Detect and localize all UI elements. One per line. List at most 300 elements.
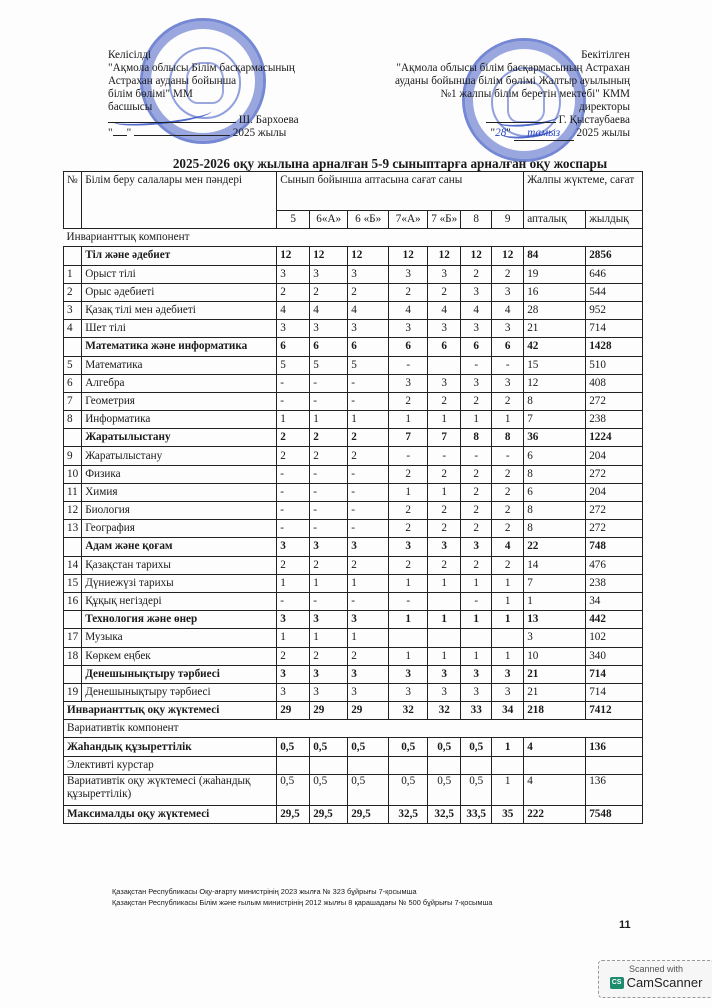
class-hours-cell: 29: [277, 702, 310, 720]
approval-right-date: 2025 жылы: [576, 127, 630, 139]
subject-row: [64, 683, 643, 701]
class-hours-cell: 2: [428, 502, 461, 520]
footnote: Қазақстан Республикасы Оқу-ағарту министрінің 2023 жылға № 323 бұйрығы 7-қосымша: [112, 887, 417, 896]
class-hours-cell: [428, 629, 461, 647]
class-hours-cell: 3: [461, 683, 492, 701]
yearly-total-cell: 204: [586, 483, 643, 501]
class-hours-cell: -: [310, 392, 348, 410]
class-hours-cell: 2: [492, 483, 524, 501]
class-hours-cell: -: [348, 392, 389, 410]
class-hours-cell: -: [310, 465, 348, 483]
empty-cell: [524, 756, 586, 774]
class-hours-cell: 29: [310, 702, 348, 720]
class-hours-cell: -: [277, 392, 310, 410]
row-label: Максималды оқу жүктемесі: [64, 805, 277, 823]
col-header-class-5: 5: [277, 211, 310, 229]
approval-right-month: тамыз: [514, 127, 574, 141]
class-hours-cell: 2: [389, 556, 428, 574]
class-hours-cell: 1: [461, 574, 492, 592]
empty-cell: [348, 756, 389, 774]
class-hours-cell: 34: [492, 702, 524, 720]
subject-name: Қазақ тілі мен әдебиеті: [82, 301, 277, 319]
class-hours-cell: 0,5: [389, 774, 428, 805]
class-hours-cell: 3: [277, 265, 310, 283]
class-hours-cell: -: [461, 447, 492, 465]
weekly-total-cell: 6: [524, 483, 586, 501]
class-hours-cell: 2: [428, 392, 461, 410]
yearly-total-cell: 272: [586, 465, 643, 483]
class-hours-cell: 2: [461, 520, 492, 538]
approval-right-day: 28: [495, 127, 507, 139]
yearly-total-cell: 510: [586, 356, 643, 374]
subject-row: [64, 411, 643, 429]
invariant-total-row: [64, 702, 643, 720]
class-hours-cell: -: [277, 465, 310, 483]
class-hours-cell: 12: [428, 247, 461, 265]
max-total-row: [64, 805, 643, 823]
class-hours-cell: 3: [428, 265, 461, 283]
subject-name: Тіл және әдебиет: [82, 247, 277, 265]
class-hours-cell: 4: [428, 301, 461, 319]
subject-name: География: [82, 520, 277, 538]
class-hours-cell: 3: [277, 683, 310, 701]
variative-section-row: [64, 720, 643, 738]
weekly-total-cell: 4: [524, 738, 586, 756]
subject-row: [64, 356, 643, 374]
subject-group-row: [64, 611, 643, 629]
class-hours-cell: 0,5: [461, 774, 492, 805]
class-hours-cell: 6: [461, 338, 492, 356]
class-hours-cell: -: [348, 374, 389, 392]
class-hours-cell: -: [348, 520, 389, 538]
weekly-total-cell: 21: [524, 683, 586, 701]
class-hours-cell: 2: [348, 647, 389, 665]
yearly-total-cell: 1224: [586, 429, 643, 447]
class-hours-cell: -: [389, 356, 428, 374]
day-blank: [113, 135, 127, 136]
class-hours-cell: 32: [428, 702, 461, 720]
subject-row: [64, 374, 643, 392]
class-hours-cell: 0,5: [428, 774, 461, 805]
class-hours-cell: 12: [310, 247, 348, 265]
class-hours-cell: 3: [428, 683, 461, 701]
approval-left-line: білім бөлімі" ММ: [108, 88, 193, 100]
empty-cell: [389, 756, 428, 774]
col-header-subjects: Білім беру салалары мен пәндері: [82, 172, 277, 229]
class-hours-cell: 1: [348, 629, 389, 647]
class-hours-cell: 6: [389, 338, 428, 356]
subject-row: [64, 502, 643, 520]
class-hours-cell: 1: [461, 647, 492, 665]
subject-row: [64, 629, 643, 647]
approval-left-date: 2025 жылы: [232, 127, 287, 139]
empty-cell: [310, 756, 348, 774]
yearly-total-cell: 748: [586, 538, 643, 556]
col-header-class-7b: 7 «Б»: [428, 211, 461, 229]
row-number: 7: [64, 392, 82, 410]
class-hours-cell: 3: [389, 374, 428, 392]
subject-row: [64, 465, 643, 483]
class-hours-cell: 32,5: [428, 805, 461, 823]
col-header-number: №: [64, 172, 82, 229]
col-header-class-6a: 6«А»: [310, 211, 348, 229]
weekly-total-cell: 4: [524, 774, 586, 805]
yearly-total-cell: 7548: [586, 805, 643, 823]
row-number: 15: [64, 574, 82, 592]
weekly-total-cell: 7: [524, 574, 586, 592]
weekly-total-cell: 3: [524, 629, 586, 647]
watermark-brand: CamScanner: [626, 975, 703, 990]
class-hours-cell: 2: [310, 429, 348, 447]
class-hours-cell: 3: [492, 320, 524, 338]
class-hours-cell: 1: [428, 483, 461, 501]
class-hours-cell: 2: [492, 556, 524, 574]
approval-right-line: директоры: [579, 101, 630, 113]
yearly-total-cell: 238: [586, 574, 643, 592]
camscanner-watermark: [598, 960, 712, 998]
subject-name: Математика және информатика: [82, 338, 277, 356]
class-hours-cell: 32: [389, 702, 428, 720]
class-hours-cell: -: [310, 374, 348, 392]
class-hours-cell: 6: [492, 338, 524, 356]
subject-name: Математика: [82, 356, 277, 374]
yearly-total-cell: 340: [586, 647, 643, 665]
empty-cell: [586, 756, 643, 774]
col-header-class-8: 8: [461, 211, 492, 229]
yearly-total-cell: 34: [586, 592, 643, 610]
weekly-total-cell: 8: [524, 502, 586, 520]
class-hours-cell: -: [348, 502, 389, 520]
class-hours-cell: 33,5: [461, 805, 492, 823]
approval-right-line: Бекітілген: [581, 49, 630, 61]
col-header-weekly: апталық: [524, 211, 586, 229]
row-number: [64, 611, 82, 629]
class-hours-cell: 1: [428, 647, 461, 665]
class-hours-cell: 2: [492, 465, 524, 483]
subject-name: Химия: [82, 483, 277, 501]
approval-right-line: "Ақмола облысы білім басқармасының Астрахан: [396, 62, 630, 74]
class-hours-cell: 3: [389, 265, 428, 283]
class-hours-cell: 1: [277, 629, 310, 647]
class-hours-cell: 5: [348, 356, 389, 374]
class-hours-cell: 1: [310, 411, 348, 429]
subject-name: Жаратылыстану: [82, 447, 277, 465]
footnotes: [112, 886, 493, 908]
row-number: 12: [64, 502, 82, 520]
subject-name: Физика: [82, 465, 277, 483]
class-hours-cell: 4: [277, 301, 310, 319]
weekly-total-cell: 36: [524, 429, 586, 447]
row-number: 11: [64, 483, 82, 501]
class-hours-cell: -: [277, 520, 310, 538]
row-label: Инварианттық оқу жүктемесі: [64, 702, 277, 720]
class-hours-cell: 2: [348, 556, 389, 574]
class-hours-cell: 2: [492, 392, 524, 410]
class-hours-cell: 1: [461, 611, 492, 629]
subject-name: Информатика: [82, 411, 277, 429]
class-hours-cell: 3: [277, 320, 310, 338]
row-number: 1: [64, 265, 82, 283]
col-header-weekly-by-class: Сынып бойынша аптасына сағат саны: [277, 172, 524, 211]
subject-name: Жаратылыстану: [82, 429, 277, 447]
class-hours-cell: 4: [492, 301, 524, 319]
approval-block-right: [380, 49, 630, 141]
class-hours-cell: 2: [348, 429, 389, 447]
class-hours-cell: 2: [428, 465, 461, 483]
class-hours-cell: -: [277, 374, 310, 392]
subject-row: [64, 520, 643, 538]
class-hours-cell: 32,5: [389, 805, 428, 823]
class-hours-cell: 29: [348, 702, 389, 720]
subject-group-row: [64, 247, 643, 265]
class-hours-cell: 3: [461, 320, 492, 338]
class-hours-cell: 2: [389, 520, 428, 538]
weekly-total-cell: 21: [524, 320, 586, 338]
approval-left-signer: Ш. Бархоева: [238, 114, 299, 126]
class-hours-cell: -: [310, 520, 348, 538]
class-hours-cell: 3: [389, 538, 428, 556]
class-hours-cell: 2: [348, 447, 389, 465]
row-number: 5: [64, 356, 82, 374]
weekly-total-cell: 8: [524, 465, 586, 483]
subject-row: [64, 320, 643, 338]
invariant-section-label: Инварианттық компонент: [64, 229, 524, 247]
class-hours-cell: 5: [310, 356, 348, 374]
class-hours-cell: 2: [428, 520, 461, 538]
yearly-total-cell: 272: [586, 502, 643, 520]
row-number: 6: [64, 374, 82, 392]
class-hours-cell: 6: [310, 338, 348, 356]
class-hours-cell: [428, 356, 461, 374]
approval-left-line: Астрахан ауданы бойынша: [108, 75, 237, 87]
row-number: 10: [64, 465, 82, 483]
class-hours-cell: -: [277, 592, 310, 610]
class-hours-cell: 1: [428, 411, 461, 429]
class-hours-cell: 3: [310, 538, 348, 556]
class-hours-cell: 3: [461, 665, 492, 683]
approval-left-line: басшысы: [108, 101, 153, 113]
class-hours-cell: 7: [389, 429, 428, 447]
subject-name: Адам және қоғам: [82, 538, 277, 556]
class-hours-cell: 2: [492, 265, 524, 283]
class-hours-cell: 3: [461, 538, 492, 556]
quote-mark: ": [490, 127, 496, 139]
class-hours-cell: 2: [461, 556, 492, 574]
row-number: 13: [64, 520, 82, 538]
class-hours-cell: -: [461, 592, 492, 610]
subject-name: Құқық негіздері: [82, 592, 277, 610]
class-hours-cell: [428, 592, 461, 610]
class-hours-cell: 29,5: [310, 805, 348, 823]
weekly-total-cell: 42: [524, 338, 586, 356]
subject-row: [64, 556, 643, 574]
class-hours-cell: 2: [389, 465, 428, 483]
document-title: 2025-2026 оқу жылына арналған 5-9 сыныптарға арналған оқу жоспары: [172, 156, 608, 171]
class-hours-cell: -: [310, 592, 348, 610]
class-hours-cell: 1: [428, 574, 461, 592]
global-competence-row: [64, 738, 643, 756]
class-hours-cell: 2: [461, 502, 492, 520]
class-hours-cell: 1: [389, 411, 428, 429]
class-hours-cell: 1: [277, 411, 310, 429]
approval-block-left: [108, 49, 338, 140]
class-hours-cell: 12: [389, 247, 428, 265]
class-hours-cell: 1: [492, 738, 524, 756]
row-number: [64, 665, 82, 683]
class-hours-cell: 1: [277, 574, 310, 592]
class-hours-cell: 2: [310, 283, 348, 301]
class-hours-cell: 1: [389, 611, 428, 629]
class-hours-cell: 2: [389, 392, 428, 410]
weekly-total-cell: 8: [524, 520, 586, 538]
weekly-total-cell: 21: [524, 665, 586, 683]
class-hours-cell: 3: [348, 320, 389, 338]
invariant-section-row: [64, 229, 643, 247]
month-blank: [134, 135, 230, 136]
header-row-1: [64, 172, 643, 211]
subject-name: Дүниежүзі тарихы: [82, 574, 277, 592]
col-header-yearly: жылдық: [586, 211, 643, 229]
row-number: 16: [64, 592, 82, 610]
class-hours-cell: 6: [348, 338, 389, 356]
col-header-class-9: 9: [492, 211, 524, 229]
class-hours-cell: 2: [428, 556, 461, 574]
col-header-class-7a: 7«А»: [389, 211, 428, 229]
col-header-total-load: Жалпы жүктеме, сағат: [524, 172, 643, 211]
class-hours-cell: 2: [461, 483, 492, 501]
row-number: 17: [64, 629, 82, 647]
yearly-total-cell: 476: [586, 556, 643, 574]
class-hours-cell: 6: [277, 338, 310, 356]
class-hours-cell: 3: [277, 611, 310, 629]
yearly-total-cell: 952: [586, 301, 643, 319]
row-number: [64, 338, 82, 356]
class-hours-cell: -: [277, 483, 310, 501]
class-hours-cell: [461, 629, 492, 647]
class-hours-cell: 4: [461, 301, 492, 319]
class-hours-cell: -: [492, 447, 524, 465]
elective-courses-row: [64, 756, 643, 774]
class-hours-cell: [492, 629, 524, 647]
quote-mark: ": [108, 127, 113, 139]
yearly-total-cell: 272: [586, 520, 643, 538]
subject-name: Қазақстан тарихы: [82, 556, 277, 574]
row-number: [64, 538, 82, 556]
subject-row: [64, 392, 643, 410]
weekly-total-cell: 84: [524, 247, 586, 265]
weekly-total-cell: 1: [524, 592, 586, 610]
subject-row: [64, 574, 643, 592]
camscanner-logo-icon: CS: [610, 977, 624, 989]
class-hours-cell: 8: [492, 429, 524, 447]
subject-name: Денешынықтыру тәрбиесі: [82, 683, 277, 701]
subject-group-row: [64, 665, 643, 683]
subject-name: Биология: [82, 502, 277, 520]
weekly-total-cell: 6: [524, 447, 586, 465]
variative-total-row: [64, 774, 643, 805]
approval-left-line: Келісілді: [108, 49, 152, 61]
weekly-total-cell: 218: [524, 702, 586, 720]
class-hours-cell: 35: [492, 805, 524, 823]
weekly-total-cell: 19: [524, 265, 586, 283]
class-hours-cell: 6: [428, 338, 461, 356]
subject-row: [64, 592, 643, 610]
class-hours-cell: 1: [492, 411, 524, 429]
class-hours-cell: 3: [492, 283, 524, 301]
approval-right-line: ауданы бойынша білім бөлімі Жалтыр ауылының: [394, 75, 630, 87]
section-label: Элективті курстар: [64, 756, 277, 774]
class-hours-cell: 3: [428, 374, 461, 392]
class-hours-cell: 2: [277, 283, 310, 301]
class-hours-cell: 7: [428, 429, 461, 447]
signature-line: [486, 122, 556, 123]
class-hours-cell: 3: [492, 374, 524, 392]
class-hours-cell: 3: [389, 665, 428, 683]
class-hours-cell: 1: [310, 629, 348, 647]
class-hours-cell: 12: [492, 247, 524, 265]
yearly-total-cell: 544: [586, 283, 643, 301]
class-hours-cell: 4: [492, 538, 524, 556]
class-hours-cell: 2: [492, 520, 524, 538]
row-number: 8: [64, 411, 82, 429]
class-hours-cell: 1: [492, 647, 524, 665]
class-hours-cell: 3: [389, 683, 428, 701]
class-hours-cell: 3: [348, 611, 389, 629]
page-number: 11: [619, 919, 631, 931]
subject-name: Көркем еңбек: [82, 647, 277, 665]
class-hours-cell: 1: [428, 611, 461, 629]
class-hours-cell: -: [277, 502, 310, 520]
class-hours-cell: 1: [310, 574, 348, 592]
empty-cell: [492, 756, 524, 774]
class-hours-cell: 3: [310, 683, 348, 701]
subject-row: [64, 447, 643, 465]
subject-name: Алгебра: [82, 374, 277, 392]
yearly-total-cell: 646: [586, 265, 643, 283]
row-label: Жаһандық құзыреттілік: [64, 738, 277, 756]
class-hours-cell: 3: [310, 611, 348, 629]
subject-row: [64, 265, 643, 283]
footnote: Қазақстан Республикасы Білім және ғылым министрінің 2012 жылғы 8 қарашадағы № 500 бұйрығы 7-қосымша: [112, 898, 493, 907]
class-hours-cell: 3: [277, 665, 310, 683]
class-hours-cell: 1: [389, 647, 428, 665]
subject-name: Орыс әдебиеті: [82, 283, 277, 301]
weekly-total-cell: 12: [524, 374, 586, 392]
subject-group-row: [64, 538, 643, 556]
row-number: 19: [64, 683, 82, 701]
class-hours-cell: 12: [461, 247, 492, 265]
quote-mark: ": [506, 127, 511, 139]
class-hours-cell: 3: [461, 283, 492, 301]
class-hours-cell: 0,5: [348, 774, 389, 805]
class-hours-cell: 0,5: [277, 774, 310, 805]
class-hours-cell: 1: [492, 611, 524, 629]
class-hours-cell: 3: [428, 320, 461, 338]
yearly-total-cell: 7412: [586, 702, 643, 720]
class-hours-cell: 2: [277, 447, 310, 465]
class-hours-cell: 3: [310, 320, 348, 338]
empty-cell: [461, 756, 492, 774]
class-hours-cell: 2: [277, 429, 310, 447]
yearly-total-cell: 136: [586, 738, 643, 756]
class-hours-cell: 3: [428, 665, 461, 683]
class-hours-cell: -: [348, 465, 389, 483]
class-hours-cell: 2: [461, 392, 492, 410]
row-number: [64, 429, 82, 447]
class-hours-cell: 3: [461, 374, 492, 392]
class-hours-cell: 3: [428, 538, 461, 556]
yearly-total-cell: 1428: [586, 338, 643, 356]
